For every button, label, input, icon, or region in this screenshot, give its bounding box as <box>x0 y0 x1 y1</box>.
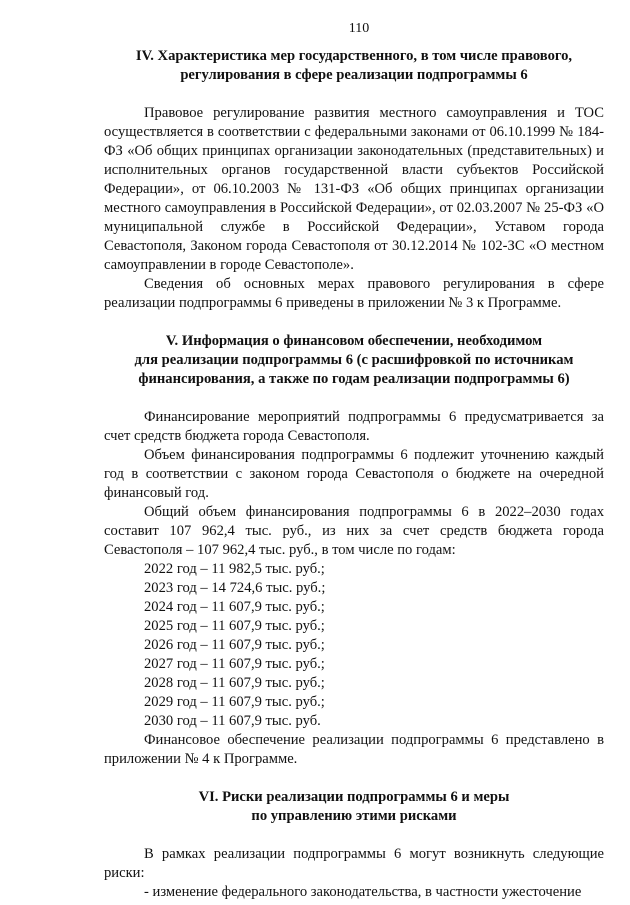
paragraph: Общий объем финансирования подпрограммы 6 в 2022–2030 годах составит 107 962,4 тыс. руб., из них за счет средств бюджета города Севастополя – 107 962,4 тыс. руб., в том числе по годам: <box>104 504 604 558</box>
list-item: 2026 год – 11 607,9 тыс. руб.; <box>144 637 325 653</box>
funding-by-year-list <box>104 560 604 731</box>
heading-line: VI. Риски реализации подпрограммы 6 и меры <box>198 789 510 805</box>
paragraph: Сведения об основных мерах правового регулирования в сфере реализации подпрограммы 6 приведены в приложении № 3 к Программе. <box>104 276 604 311</box>
paragraph: В рамках реализации подпрограммы 6 могут возникнуть следующие риски: <box>104 846 604 881</box>
list-item: 2027 год – 11 607,9 тыс. руб.; <box>144 656 325 672</box>
section-vi <box>104 788 604 902</box>
list-item: 2030 год – 11 607,9 тыс. руб. <box>144 713 321 729</box>
paragraph: Правовое регулирование развития местного самоуправления и ТОС осуществляется в соответствии с федеральными законами от 06.10.1999 № 184-ФЗ «Об общих принципах организации законодательных (представительных) и исполнительных органов государственной власти субъектов Российской Федерации», от 06.10.2003 № 131-ФЗ «Об общих принципах организации местного самоуправления в Российской Федерации», от 02.03.2007 № 25-ФЗ «О муниципальной службе в Российской Федерации», Уставом города Севастополя, Законом города Севастополя от 30.12.2014 № 102-ЗС «О местном самоуправлении в городе Севастополе». <box>104 105 604 273</box>
heading-line: для реализации подпрограммы 6 (с расшифровкой по источникам <box>134 352 574 368</box>
list-item: 2029 год – 11 607,9 тыс. руб.; <box>144 694 325 710</box>
paragraph: Финансовое обеспечение реализации подпрограммы 6 представлено в приложении № 4 к Программе. <box>104 732 604 767</box>
section-vi-heading <box>104 788 604 826</box>
section-v-heading <box>104 332 604 389</box>
list-item: 2024 год – 11 607,9 тыс. руб.; <box>144 599 325 615</box>
section-iv-heading <box>104 47 604 85</box>
paragraph: - изменение федерального законодательства, в частности ужесточение <box>144 884 582 900</box>
heading-line: финансирования, а также по годам реализации подпрограммы 6) <box>138 371 570 387</box>
heading-line: по управлению этими рисками <box>251 808 457 824</box>
paragraph: Финансирование мероприятий подпрограммы 6 предусматривается за счет средств бюджета города Севастополя. <box>104 409 604 444</box>
list-item: 2025 год – 11 607,9 тыс. руб.; <box>144 618 325 634</box>
heading-line: регулирования в сфере реализации подпрограммы 6 <box>180 67 528 83</box>
section-v <box>104 332 604 769</box>
list-item: 2028 год – 11 607,9 тыс. руб.; <box>144 675 325 691</box>
page-number: 110 <box>348 21 370 36</box>
heading-line: IV. Характеристика мер государственного, в том числе правового, <box>135 48 573 64</box>
list-item: 2022 год – 11 982,5 тыс. руб.; <box>144 561 325 577</box>
paragraph: Объем финансирования подпрограммы 6 подлежит уточнению каждый год в соответствии с законом города Севастополя о бюджете на очередной финансовый год. <box>104 447 604 501</box>
section-iv <box>104 47 604 313</box>
list-item: 2023 год – 14 724,6 тыс. руб.; <box>144 580 326 596</box>
heading-line: V. Информация о финансовом обеспечении, необходимом <box>165 333 543 349</box>
